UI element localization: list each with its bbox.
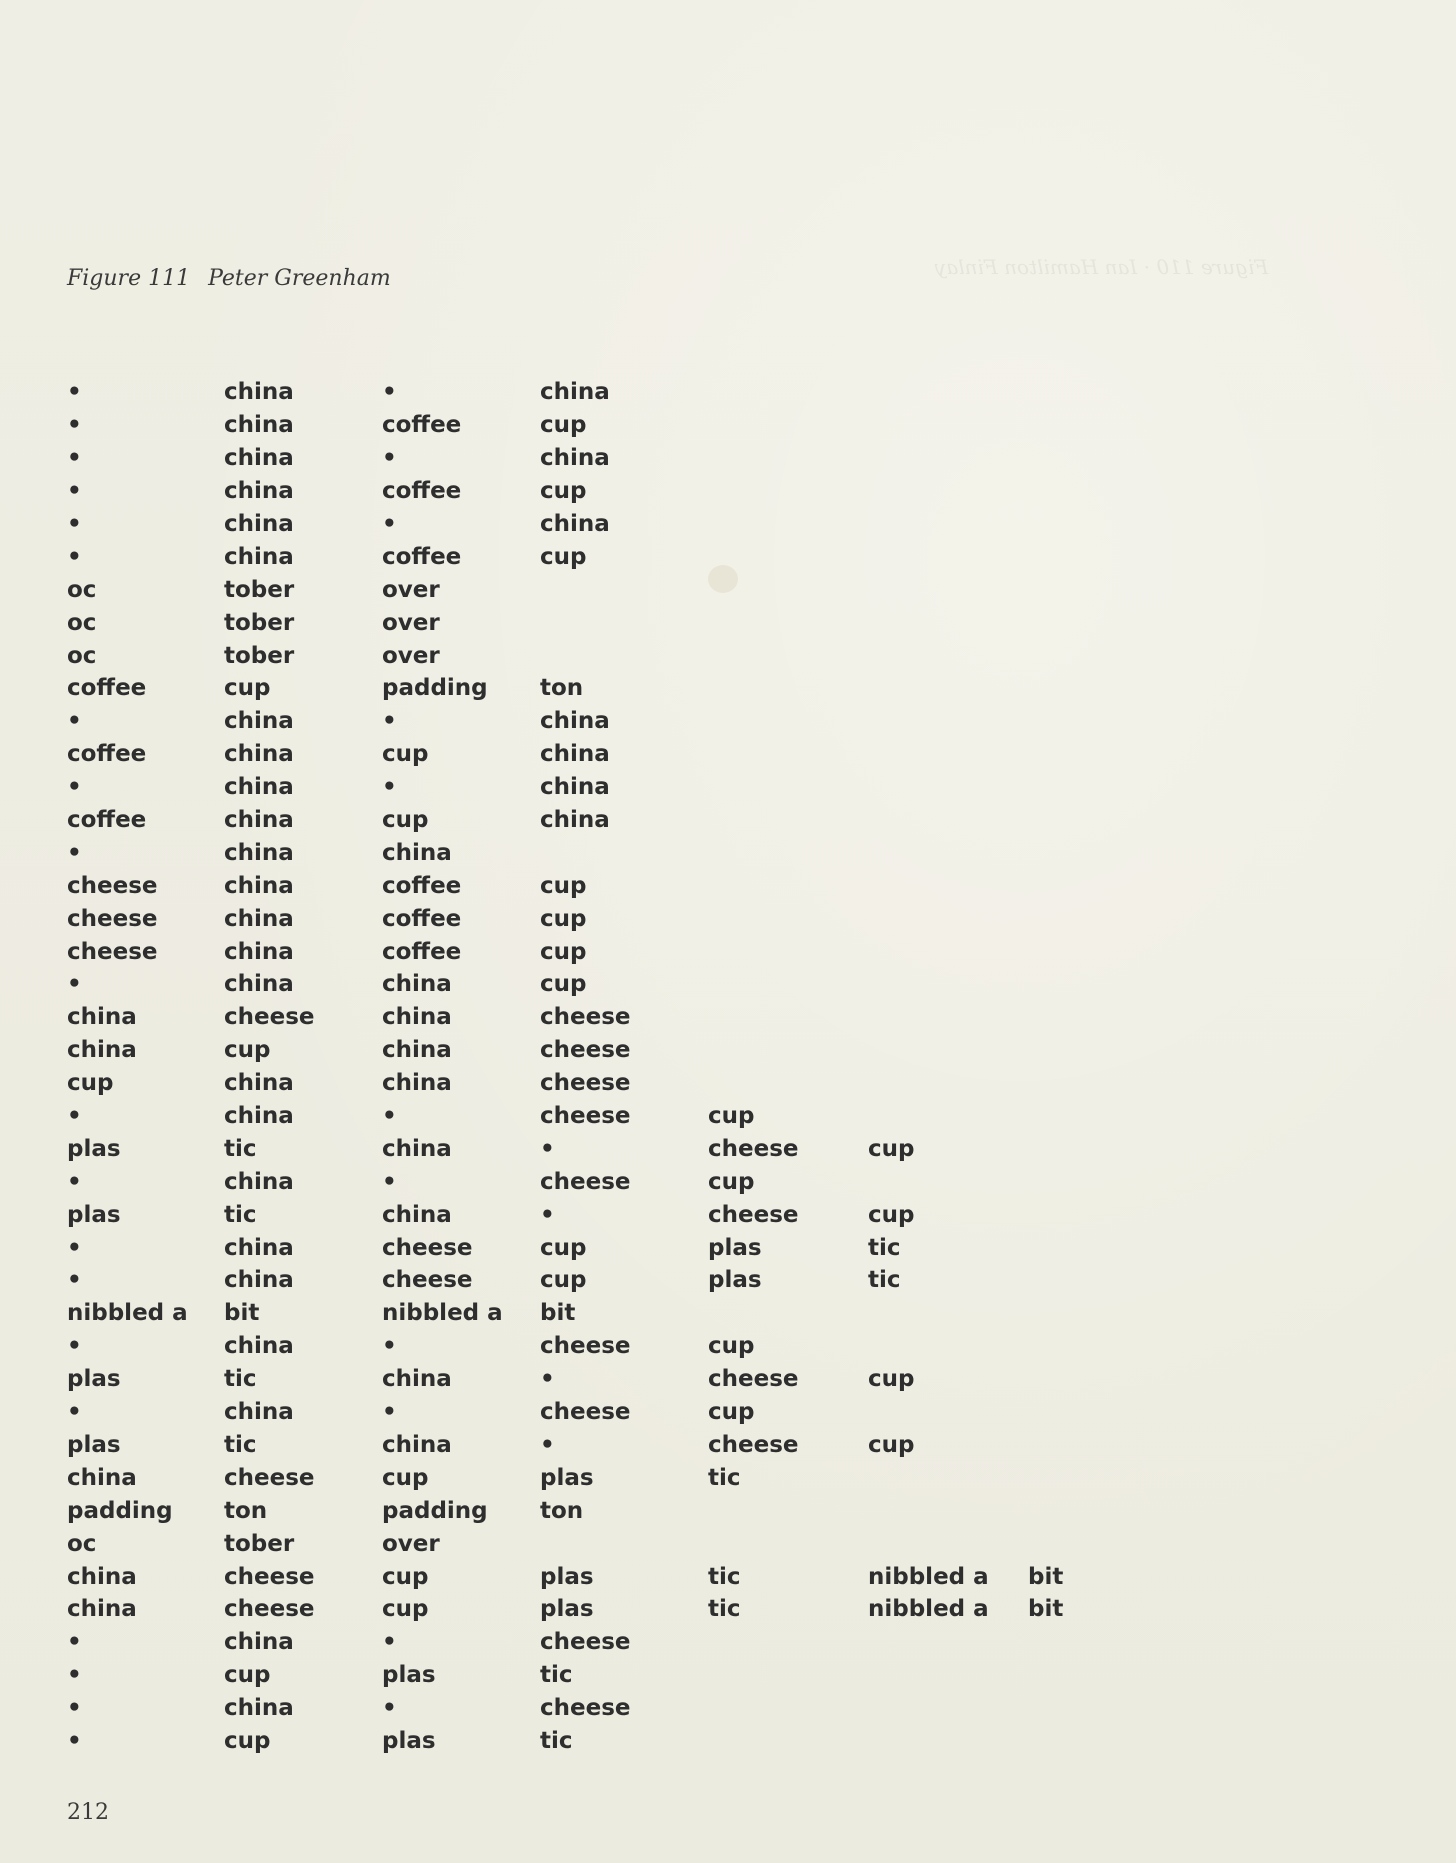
- poem-word: china: [224, 445, 294, 472]
- poem-word: ton: [540, 1497, 584, 1524]
- poem-word: cup: [540, 412, 587, 439]
- poem-row: [67, 1363, 1088, 1396]
- poem-row: [67, 1330, 1088, 1363]
- poem-row: [67, 935, 1088, 968]
- poem-word: cup: [708, 1399, 755, 1426]
- poem-row: [67, 1396, 1088, 1429]
- poem-word: tic: [708, 1563, 741, 1590]
- poem-word: cheese: [540, 1333, 631, 1360]
- poem-word: cheese: [224, 1004, 315, 1031]
- poem-word: •: [67, 708, 82, 735]
- poem-word: cheese: [540, 1629, 631, 1656]
- poem-word: •: [382, 511, 397, 537]
- poem-row: [67, 1132, 1088, 1165]
- poem-word: coffee: [382, 938, 462, 965]
- poem-word: •: [67, 774, 82, 801]
- poem-word: china: [224, 741, 294, 768]
- poem-row: [67, 1264, 1088, 1297]
- poem-row: [67, 442, 1088, 475]
- poem-word: china: [540, 379, 610, 406]
- poem-word: cheese: [540, 1004, 631, 1031]
- poem-word: •: [67, 1333, 82, 1360]
- poem-word: padding: [382, 1497, 488, 1524]
- poem-row: [67, 1001, 1088, 1034]
- poem-word: china: [224, 971, 294, 998]
- poem-word: cheese: [708, 1431, 799, 1458]
- poem-row: [67, 1659, 1088, 1692]
- poem-word: •: [382, 445, 397, 472]
- poem-word: coffee: [67, 675, 147, 702]
- poem-word: china: [224, 1234, 294, 1261]
- poem-word: cup: [540, 1267, 587, 1294]
- poem-word: china: [224, 1695, 294, 1722]
- poem-word: china: [224, 511, 294, 537]
- poem-row: [67, 1692, 1088, 1725]
- poem-row: [67, 1067, 1088, 1100]
- poem-row: [67, 1725, 1088, 1758]
- poem-row: [67, 1626, 1088, 1659]
- poem-word: china: [67, 1596, 137, 1623]
- poem-word: tic: [868, 1267, 901, 1294]
- poem-word: •: [382, 1103, 397, 1130]
- poem-word: china: [224, 1070, 294, 1097]
- poem-word: cheese: [708, 1201, 799, 1228]
- poem-word: plas: [67, 1135, 121, 1162]
- poem-word: tic: [224, 1201, 257, 1228]
- poem-word: tober: [224, 1530, 295, 1557]
- poem-word: china: [540, 445, 610, 472]
- poem-word: nibbled a: [382, 1300, 503, 1327]
- poem-word: plas: [67, 1366, 121, 1393]
- poem-word: cup: [224, 1727, 271, 1754]
- poem-word: oc: [67, 642, 97, 669]
- poem-row: [67, 1593, 1088, 1626]
- poem-word: bit: [1028, 1563, 1064, 1590]
- poem-row: [67, 672, 1088, 705]
- poem-word: china: [540, 807, 610, 834]
- poem-word: •: [67, 543, 82, 570]
- poem-word: plas: [708, 1267, 762, 1294]
- poem-word: china: [224, 1333, 294, 1360]
- poem-word: china: [540, 708, 610, 735]
- poem-word: plas: [540, 1596, 594, 1623]
- poem-word: plas: [708, 1234, 762, 1261]
- figure-label: Figure 111: [67, 266, 191, 291]
- poem-word: •: [67, 1168, 82, 1195]
- poem-word: •: [67, 1103, 82, 1130]
- poem-word: cup: [868, 1135, 915, 1162]
- poem-row: [67, 376, 1088, 409]
- poem-word: cheese: [224, 1596, 315, 1623]
- poem-word: over: [382, 609, 440, 636]
- poem-word: oc: [67, 609, 97, 636]
- poem-word: •: [67, 1695, 82, 1722]
- poem-row: [67, 1461, 1088, 1494]
- poem-word: cup: [382, 1563, 429, 1590]
- poem-word: cheese: [540, 1399, 631, 1426]
- poem-word: tic: [708, 1596, 741, 1623]
- poem-word: china: [224, 839, 294, 866]
- poem-word: cup: [708, 1168, 755, 1195]
- poem-row: [67, 1527, 1088, 1560]
- poem-word: cheese: [540, 1070, 631, 1097]
- page-number: 212: [67, 1800, 109, 1825]
- poem-row: [67, 1494, 1088, 1527]
- poem-word: plas: [382, 1662, 436, 1689]
- poem-word: plas: [382, 1727, 436, 1754]
- poem-word: china: [224, 1629, 294, 1656]
- poem-word: cheese: [540, 1168, 631, 1195]
- poem-word: cup: [382, 1464, 429, 1491]
- poem-word: cup: [224, 1662, 271, 1689]
- poem-row: [67, 508, 1088, 541]
- poem-word: china: [67, 1464, 137, 1491]
- poem-word: china: [382, 1366, 452, 1393]
- poem-word: •: [382, 774, 397, 801]
- poem-row: [67, 869, 1088, 902]
- poem-row: [67, 606, 1088, 639]
- poem-word: cup: [540, 971, 587, 998]
- poem-word: •: [67, 971, 82, 998]
- poem-word: cheese: [540, 1037, 631, 1064]
- poem-word: bit: [1028, 1596, 1064, 1623]
- poem-word: over: [382, 1530, 440, 1557]
- poem-word: cup: [540, 543, 587, 570]
- poem-word: nibbled a: [868, 1563, 989, 1590]
- poem-word: oc: [67, 576, 97, 603]
- poem-word: china: [540, 741, 610, 768]
- poem-word: cheese: [708, 1135, 799, 1162]
- poem-word: cheese: [67, 905, 158, 932]
- poem-word: •: [67, 1234, 82, 1261]
- poem-word: cup: [540, 905, 587, 932]
- poem-word: plas: [540, 1563, 594, 1590]
- poem-word: china: [224, 708, 294, 735]
- poem-word: china: [382, 1201, 452, 1228]
- concrete-poem: [67, 376, 1088, 1757]
- poem-word: coffee: [67, 741, 147, 768]
- poem-word: •: [67, 412, 82, 439]
- poem-word: china: [224, 1399, 294, 1426]
- poem-word: tic: [224, 1366, 257, 1393]
- poem-row: [67, 1100, 1088, 1133]
- poem-word: tic: [540, 1727, 573, 1754]
- poem-word: bit: [224, 1300, 260, 1327]
- poem-word: china: [540, 511, 610, 537]
- poem-word: •: [67, 445, 82, 472]
- poem-word: •: [67, 1629, 82, 1656]
- poem-word: cup: [382, 1596, 429, 1623]
- poem-word: •: [67, 839, 82, 866]
- poem-word: china: [224, 543, 294, 570]
- poem-word: cup: [540, 938, 587, 965]
- poem-word: •: [67, 511, 82, 537]
- poem-word: cheese: [382, 1267, 473, 1294]
- poem-word: •: [67, 1662, 82, 1689]
- poem-row: [67, 1297, 1088, 1330]
- poem-word: tober: [224, 576, 295, 603]
- poem-row: [67, 409, 1088, 442]
- poem-word: china: [382, 1135, 452, 1162]
- poem-word: •: [382, 1629, 397, 1656]
- poem-row: [67, 968, 1088, 1001]
- poem-row: [67, 836, 1088, 869]
- poem-word: ton: [540, 675, 584, 702]
- poem-word: cheese: [224, 1464, 315, 1491]
- poem-row: [67, 804, 1088, 837]
- poem-word: bit: [540, 1300, 576, 1327]
- poem-word: •: [382, 1695, 397, 1722]
- poem-word: •: [382, 708, 397, 735]
- poem-word: tic: [224, 1135, 257, 1162]
- poem-word: plas: [67, 1431, 121, 1458]
- poem-word: over: [382, 576, 440, 603]
- poem-word: cup: [382, 807, 429, 834]
- poem-word: coffee: [382, 872, 462, 899]
- poem-word: ton: [224, 1497, 268, 1524]
- poem-row: [67, 738, 1088, 771]
- poem-word: cup: [868, 1201, 915, 1228]
- poem-word: china: [224, 938, 294, 965]
- poem-word: china: [224, 1267, 294, 1294]
- poem-row: [67, 540, 1088, 573]
- poem-word: •: [540, 1135, 555, 1162]
- poem-row: [67, 1165, 1088, 1198]
- poem-row: [67, 639, 1088, 672]
- poem-word: china: [382, 1037, 452, 1064]
- poem-word: coffee: [382, 478, 462, 505]
- poem-word: cup: [382, 741, 429, 768]
- poem-word: •: [67, 1399, 82, 1426]
- poem-word: •: [382, 379, 397, 406]
- poem-row: [67, 1034, 1088, 1067]
- poem-word: •: [382, 1333, 397, 1360]
- poem-word: •: [67, 1727, 82, 1754]
- poem-word: cup: [540, 1234, 587, 1261]
- poem-row: [67, 705, 1088, 738]
- poem-row: [67, 573, 1088, 606]
- poem-word: china: [224, 807, 294, 834]
- poem-word: nibbled a: [868, 1596, 989, 1623]
- poem-word: tic: [868, 1234, 901, 1261]
- poem-word: •: [540, 1366, 555, 1393]
- poem-word: china: [224, 905, 294, 932]
- poem-word: coffee: [382, 905, 462, 932]
- poem-word: china: [224, 774, 294, 801]
- poem-word: coffee: [382, 543, 462, 570]
- poem-word: over: [382, 642, 440, 669]
- poem-word: •: [67, 1267, 82, 1294]
- poem-word: cup: [708, 1333, 755, 1360]
- poem-word: padding: [382, 675, 488, 702]
- poem-word: cup: [540, 478, 587, 505]
- poem-word: oc: [67, 1530, 97, 1557]
- poem-row: [67, 1198, 1088, 1231]
- poem-word: plas: [67, 1201, 121, 1228]
- show-through-text: Figure 110 · Ian Hamilton Finlay: [935, 255, 1269, 279]
- poem-word: tic: [708, 1464, 741, 1491]
- poem-word: •: [67, 478, 82, 505]
- poem-row: [67, 1231, 1088, 1264]
- poem-row: [67, 1429, 1088, 1462]
- poem-word: plas: [540, 1464, 594, 1491]
- poem-word: china: [67, 1004, 137, 1031]
- poem-word: padding: [67, 1497, 173, 1524]
- poem-word: china: [382, 839, 452, 866]
- poem-word: china: [224, 872, 294, 899]
- poem-word: cup: [224, 675, 271, 702]
- poem-word: china: [382, 1431, 452, 1458]
- poem-word: •: [540, 1201, 555, 1228]
- author-name: Peter Greenham: [208, 266, 391, 291]
- poem-word: cheese: [540, 1103, 631, 1130]
- poem-word: tober: [224, 609, 295, 636]
- poem-word: china: [382, 1004, 452, 1031]
- poem-word: cup: [540, 872, 587, 899]
- poem-word: •: [67, 379, 82, 406]
- poem-word: china: [67, 1563, 137, 1590]
- poem-word: china: [224, 379, 294, 406]
- poem-word: cup: [224, 1037, 271, 1064]
- poem-word: cheese: [708, 1366, 799, 1393]
- poem-row: [67, 902, 1088, 935]
- poem-word: china: [224, 478, 294, 505]
- poem-word: cheese: [382, 1234, 473, 1261]
- poem-word: •: [382, 1399, 397, 1426]
- poem-word: cheese: [224, 1563, 315, 1590]
- poem-word: china: [224, 1168, 294, 1195]
- poem-word: nibbled a: [67, 1300, 188, 1327]
- poem-word: cup: [708, 1103, 755, 1130]
- poem-word: •: [540, 1431, 555, 1458]
- poem-row: [67, 771, 1088, 804]
- poem-word: cheese: [67, 938, 158, 965]
- poem-row: [67, 475, 1088, 508]
- poem-word: tic: [540, 1662, 573, 1689]
- poem-word: cheese: [67, 872, 158, 899]
- poem-word: cup: [868, 1431, 915, 1458]
- poem-word: china: [540, 774, 610, 801]
- poem-word: tober: [224, 642, 295, 669]
- poem-word: cup: [67, 1070, 114, 1097]
- poem-word: •: [382, 1168, 397, 1195]
- poem-word: china: [224, 1103, 294, 1130]
- poem-word: cup: [868, 1366, 915, 1393]
- poem-word: coffee: [67, 807, 147, 834]
- figure-caption: [67, 266, 391, 291]
- poem-word: coffee: [382, 412, 462, 439]
- poem-word: cheese: [540, 1695, 631, 1722]
- poem-row: [67, 1560, 1088, 1593]
- poem-word: china: [382, 971, 452, 998]
- poem-word: tic: [224, 1431, 257, 1458]
- poem-word: china: [67, 1037, 137, 1064]
- poem-word: china: [224, 412, 294, 439]
- poem-word: china: [382, 1070, 452, 1097]
